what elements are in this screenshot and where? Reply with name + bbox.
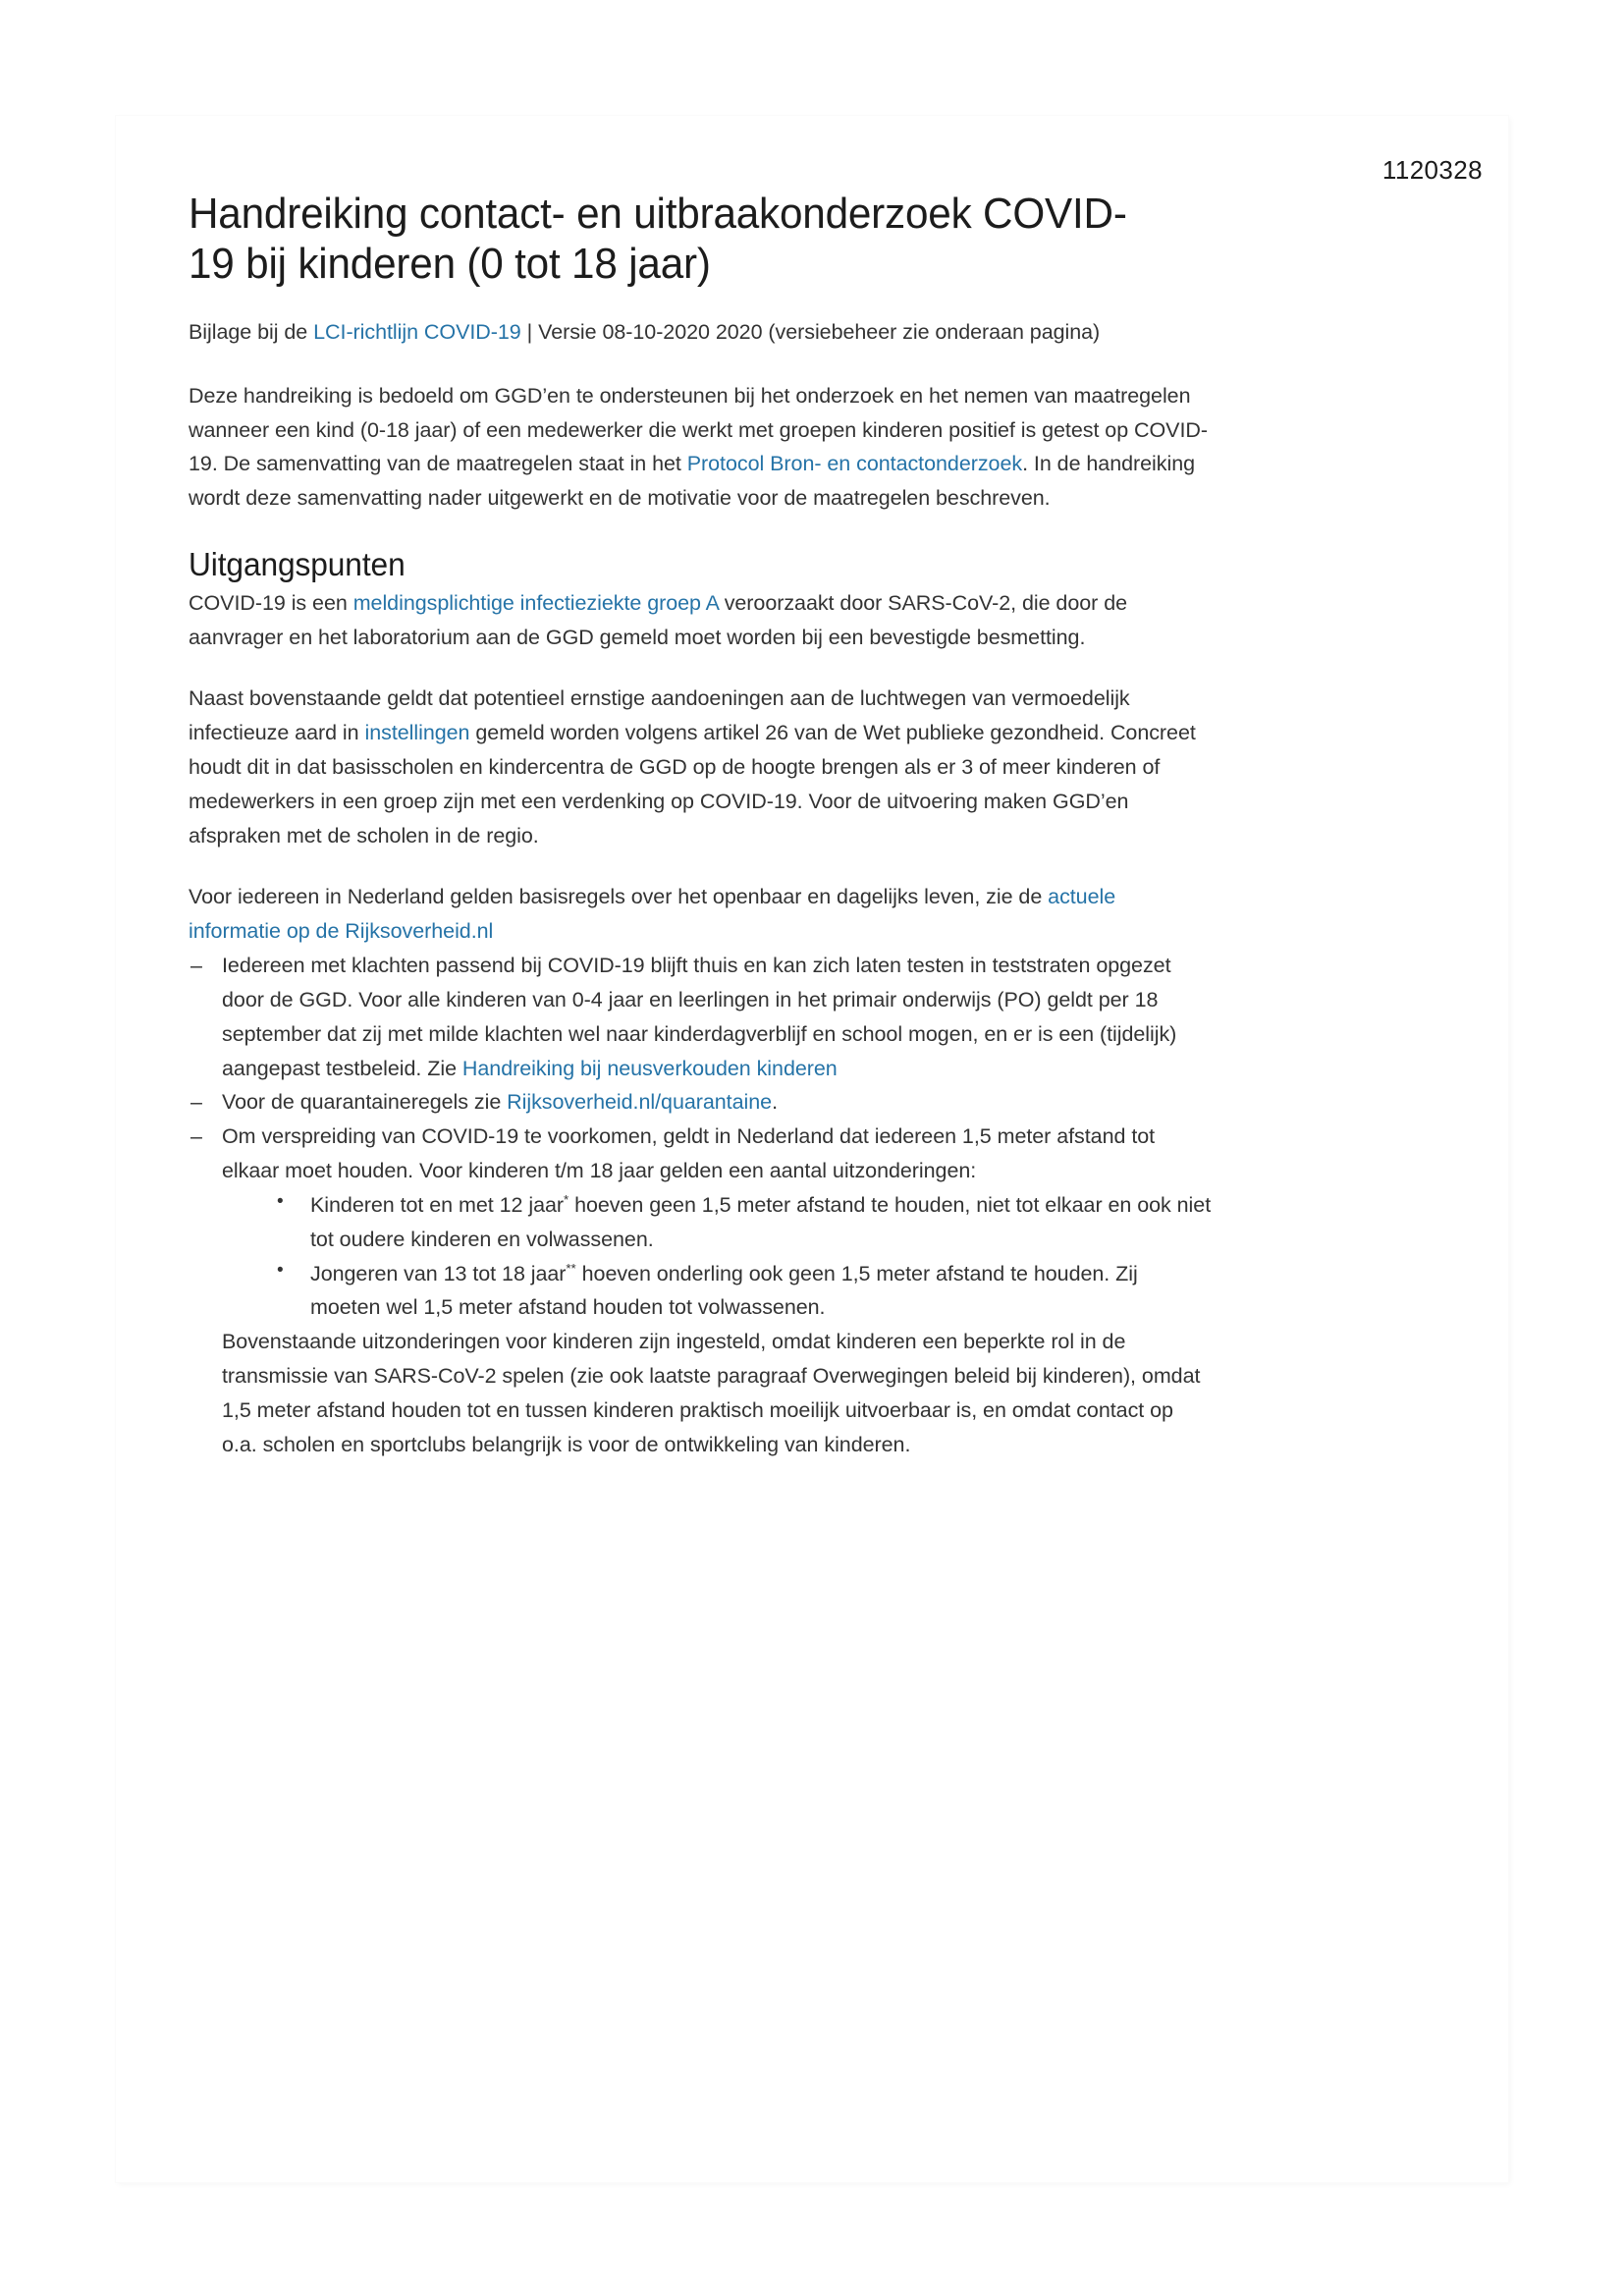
link-handreiking-neusverkouden-kinderen[interactable]: Handreiking bij neusverkouden kinderen (461, 1056, 838, 1080)
intro-paragraph (189, 379, 1212, 516)
dot-item-1-text-before: Jongeren van 13 tot 18 jaar (310, 1261, 567, 1285)
link-protocol-bron-contactonderzoek[interactable]: Protocol Bron- en contactonderzoek (686, 452, 1023, 476)
document-content (189, 189, 1212, 1462)
link-actuele-informatie-rijksoverheid[interactable]: actuele informatie op de Rijksoverheid.nl (189, 885, 1116, 944)
list-item (189, 949, 1212, 1085)
subtitle-suffix: | Versie 08-10-2020 2020 (versiebeheer zie onderaan pagina) (520, 319, 1101, 344)
section-paragraph-1 (189, 586, 1212, 655)
page-title: Handreiking contact- en uitbraakonderzoek COVID-19 bij kinderen (0 tot 18 jaar) (189, 190, 1127, 289)
section-p2-part-1: Naast bovenstaande geldt dat potentieel ernstige aandoeningen aan de luchtwegen van vermoedelijk infectieuze aard in (189, 686, 1130, 745)
section-p2-part-2: gemeld worden volgens artikel 26 van de Wet publieke gezondheid. Concreet houdt dit in dat basisscholen en kindercentra de GGD op de hoogte brengen als er 3 of meer kinderen of medewerkers in een groep zijn met een verdenking op COVID-19. Voor de uitvoering maken GGD’en afspraken met de scholen in de regio. (189, 721, 1196, 847)
list-item (273, 1188, 1212, 1257)
dash-item-2-part-1: Om verspreiding van COVID-19 te voorkomen, geldt in Nederland dat iedereen 1,5 meter afstand tot elkaar moet houden. Voor kinderen t/m 18 jaar gelden een aantal uitzonderingen: (222, 1124, 1156, 1183)
section-paragraph-2 (189, 682, 1212, 852)
document-number: 1120328 (1381, 155, 1483, 185)
closing-paragraph: Bovenstaande uitzonderingen voor kinderen zijn ingesteld, omdat kinderen een beperkte rol in de transmissie van SARS-CoV-2 spelen (zie ook laatste paragraaf Overwegingen beleid bij kinderen), omdat 1,5 meter afstand houden tot en tussen kinderen praktisch moeilijk uitvoerbaar is, en omdat contact op o.a. scholen en sportclubs belangrijk is voor de ontwikkeling van kinderen. (222, 1330, 1201, 1456)
dot-item-0-text-before: Kinderen tot en met 12 jaar (310, 1192, 565, 1217)
footnote-marker-double-asterisk: ** (566, 1260, 576, 1276)
uitzonderingen-dot-list (222, 1188, 1212, 1325)
dot-item-0-text-after: hoeven geen 1,5 meter afstand te houden, niet tot elkaar en ook niet tot oudere kinderen en volwassenen. (310, 1192, 1212, 1251)
dash-item-1-part-1: Voor de quarantaineregels zie (222, 1090, 508, 1115)
section-p1-part-1: COVID-19 is een (189, 590, 353, 615)
basisregels-dash-list (189, 949, 1212, 1461)
section-p3-part-1: Voor iedereen in Nederland gelden basisregels over het openbaar en dagelijks leven, zie de (189, 885, 1049, 909)
link-meldingsplichtige-infectieziekte[interactable]: meldingsplichtige infectieziekte groep A (352, 590, 719, 615)
list-item (189, 1120, 1212, 1461)
section-heading-uitgangspunten: Uitgangspunten (189, 546, 406, 583)
subtitle-prefix: Bijlage bij de (189, 319, 314, 344)
dash-item-1-part-2: . (772, 1090, 778, 1115)
section-p1-part-2: veroorzaakt door SARS-CoV-2, die door de aanvrager en het laboratorium aan de GGD gemeld moet worden bij een bevestigde besmetting. (189, 590, 1128, 649)
document-subtitle (189, 315, 1212, 350)
link-instellingen[interactable]: instellingen (364, 721, 470, 745)
link-rijksoverheid-quarantaine[interactable]: Rijksoverheid.nl/quarantaine (507, 1090, 773, 1115)
intro-part-1: Deze handreiking is bedoeld om GGD’en te ondersteunen bij het onderzoek en het nemen van maatregelen wanneer een kind (0-18 jaar) of een medewerker die werkt met groepen kinderen positief is getest op COVID-19. De samenvatting van de maatregelen staat in het (189, 383, 1208, 476)
dash-item-0-part-1: Iedereen met klachten passend bij COVID-19 blijft thuis en kan zich laten testen in teststraten opgezet door de GGD. Voor alle kinderen van 0-4 jaar en leerlingen in het primair onderwijs (PO) geldt per 18 september dat zij met milde klachten wel naar kinderdagverblijf en school mogen, en er is een (tijdelijk) aangepast testbeleid. Zie (222, 954, 1177, 1080)
footnote-marker-single-asterisk: * (564, 1191, 569, 1207)
list-item (189, 1085, 1212, 1120)
document-page (116, 116, 1508, 2182)
dot-item-1-text-after: hoeven onderling ook geen 1,5 meter afstand te houden. Zij moeten wel 1,5 meter afstand houden tot volwassenen. (310, 1261, 1138, 1320)
section-paragraph-3 (189, 880, 1212, 949)
intro-part-2: . In de handreiking wordt deze samenvatting nader uitgewerkt en de motivatie voor de maatregelen beschreven. (189, 452, 1196, 511)
link-lci-richtlijn[interactable]: LCI-richtlijn COVID-19 (313, 319, 521, 344)
list-item (273, 1257, 1212, 1326)
